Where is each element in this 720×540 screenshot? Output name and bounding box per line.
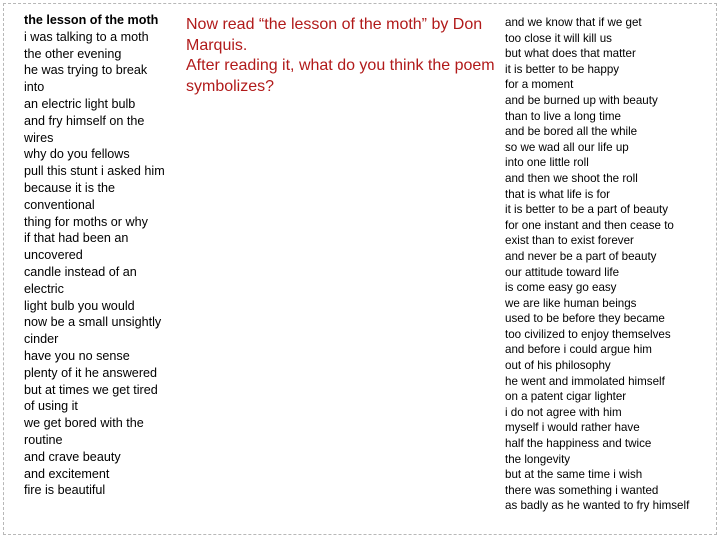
poem-line: it is better to be a part of beauty [505,203,669,217]
poem-line: used to be before they became [505,312,665,326]
poem-line: out of his philosophy [505,359,611,373]
poem-line: and never be a part of beauty [505,249,657,263]
poem-line: the other evening [24,46,122,61]
poem-line: as badly as he wanted to fry himself [505,499,690,513]
poem-line: uncovered [24,248,83,263]
poem-line: and excitement [24,466,110,481]
poem-line: because it is the [24,180,116,195]
poem-line: we are like human beings [505,296,637,310]
poem-line: and fry himself on the [24,113,145,128]
poem-line: and be bored all the while [505,125,638,139]
poem-line: and crave beauty [24,449,121,464]
poem-line: conventional [24,197,95,212]
prompt-line: Marquis. [186,36,248,54]
poem-line: myself i would rather have [505,421,640,435]
poem-line: he was trying to break [24,63,148,78]
poem-line: it is better to be happy [505,62,620,76]
poem-line: too civilized to enjoy themselves [505,327,671,341]
poem-line: the longevity [505,452,571,466]
poem-line: but what does that matter [505,47,636,61]
prompt-line: After reading it, what do you think the poem [186,57,495,75]
poem-line: is come easy go easy [505,281,617,295]
poem-line: that is what life is for [505,187,611,201]
poem-line: candle instead of an [24,264,137,279]
prompt-line: symbolizes? [186,77,275,95]
poem-line: half the happiness and twice [505,437,652,451]
poem-line: fire is beautiful [24,483,106,498]
poem-left-column [24,12,189,499]
poem-line: of using it [24,399,78,414]
poem-line: thing for moths or why [24,214,148,229]
poem-line: pull this stunt i asked him [24,164,165,179]
poem-line: i was talking to a moth [24,29,149,44]
poem-line: have you no sense [24,348,130,363]
poem-line: routine [24,432,63,447]
poem-line: an electric light bulb [24,96,136,111]
poem-line: but at the same time i wish [505,468,643,482]
poem-line: he went and immolated himself [505,374,665,388]
poem-line: so we wad all our life up [505,140,629,154]
poem-line: light bulb you would [24,298,135,313]
poem-line: plenty of it he answered [24,365,158,380]
poem-title: the lesson of the moth [24,13,159,27]
poem-line: electric [24,281,64,296]
poem-line: on a patent cigar lighter [505,390,627,404]
poem-line: we get bored with the [24,416,144,431]
prompt-line: Now read “the lesson of the moth” by Don [186,16,483,33]
poem-line: into [24,80,45,95]
poem-line: cinder [24,332,59,347]
poem-line: for a moment [505,78,574,92]
poem-line: for one instant and then cease to [505,218,674,232]
poem-line: exist than to exist forever [505,234,634,248]
poem-line: our attitude toward life [505,265,620,279]
poem-line: now be a small unsightly [24,315,162,330]
poem-line: but at times we get tired [24,382,158,397]
poem-line: i do not agree with him [505,405,622,419]
poem-line: why do you fellows [24,147,130,162]
poem-line: and then we shoot the roll [505,171,638,185]
poem-line: wires [24,130,54,145]
poem-right-column [505,15,717,514]
poem-line: and before i could argue him [505,343,652,357]
poem-line: than to live a long time [505,109,622,123]
poem-line: into one little roll [505,156,589,170]
poem-line: there was something i wanted [505,483,659,497]
instruction-prompt [186,15,506,97]
poem-line: if that had been an [24,231,129,246]
poem-line: and we know that if we get [505,16,642,29]
poem-line: too close it will kill us [505,31,612,45]
poem-line: and be burned up with beauty [505,93,658,107]
